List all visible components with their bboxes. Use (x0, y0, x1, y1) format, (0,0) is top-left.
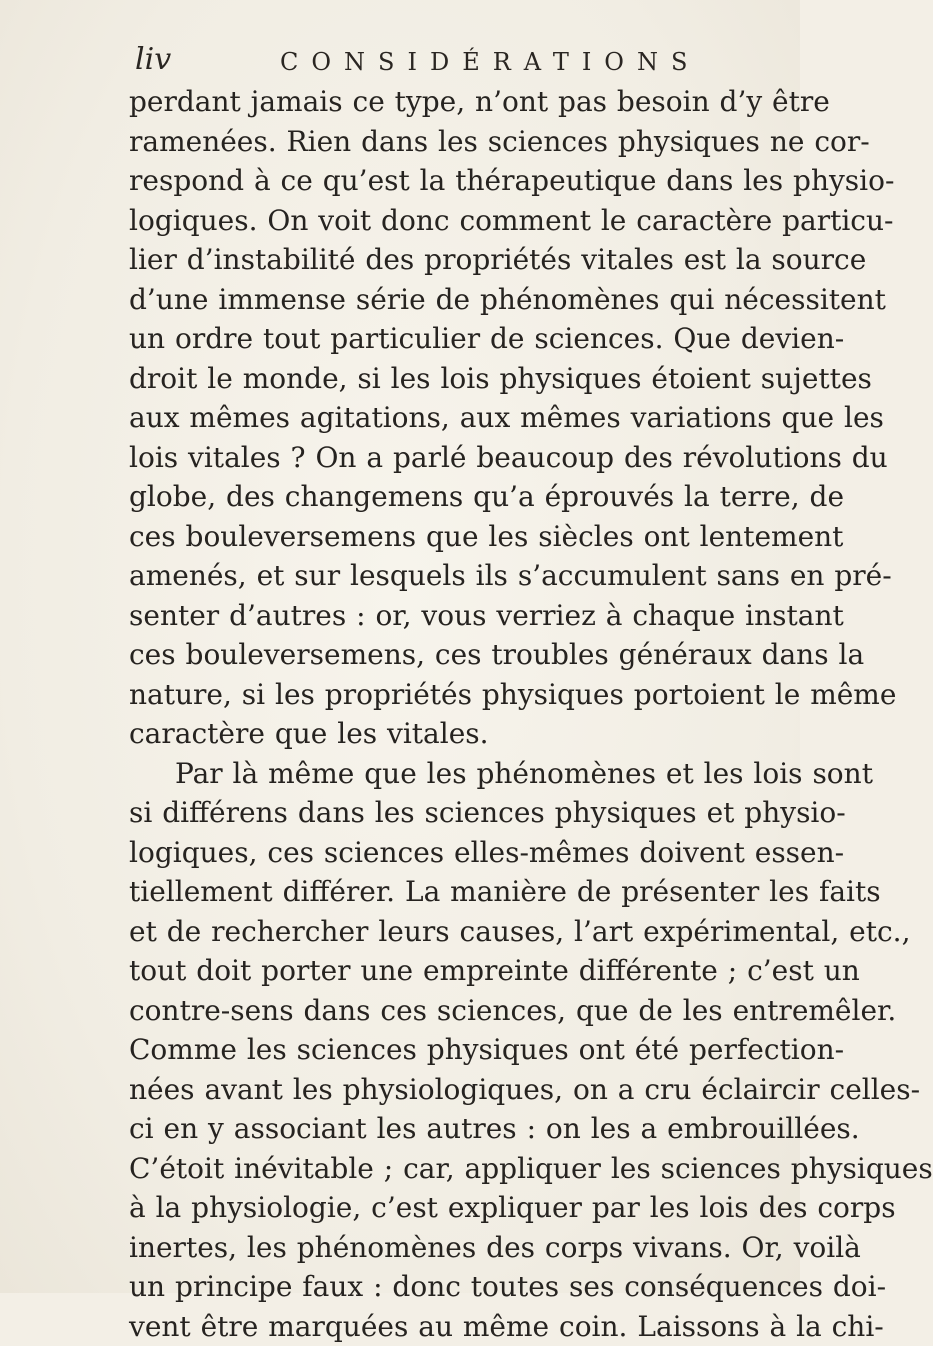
text-line: globe, des changemens qu’a éprouvés la terre, de (129, 477, 769, 517)
body-text (129, 82, 769, 1346)
text-line: ramenées. Rien dans les sciences physiques ne cor- (129, 122, 769, 162)
text-line: lois vitales ? On a parlé beaucoup des révolutions du (129, 438, 769, 478)
running-head: CONSIDÉRATIONS (280, 48, 700, 76)
text-line: contre-sens dans ces sciences, que de les entremêler. (129, 991, 769, 1031)
text-line: d’une immense série de phénomènes qui nécessitent (129, 280, 769, 320)
text-line: perdant jamais ce type, n’ont pas besoin d’y être (129, 82, 769, 122)
text-line: ces bouleversemens que les siècles ont lentement (129, 517, 769, 557)
text-line: C’étoit inévitable ; car, appliquer les sciences physiques (129, 1149, 769, 1189)
text-line: amenés, et sur lesquels ils s’accumulent sans en pré- (129, 556, 769, 596)
text-line: aux mêmes agitations, aux mêmes variations que les (129, 398, 769, 438)
text-line: et de rechercher leurs causes, l’art expérimental, etc., (129, 912, 769, 952)
text-line: ces bouleversemens, ces troubles généraux dans la (129, 635, 769, 675)
text-line: tout doit porter une empreinte différente ; c’est un (129, 951, 769, 991)
text-line: tiellement différer. La manière de présenter les faits (129, 872, 769, 912)
text-line: un principe faux : donc toutes ses conséquences doi- (129, 1267, 769, 1307)
text-line: lier d’instabilité des propriétés vitales est la source (129, 240, 769, 280)
text-line: logiques. On voit donc comment le caractère particu- (129, 201, 769, 241)
text-line: respond à ce qu’est la thérapeutique dans les physio- (129, 161, 769, 201)
paragraph-end-line: caractère que les vitales. (129, 714, 769, 754)
text-line: droit le monde, si les lois physiques étoient sujettes (129, 359, 769, 399)
page-number: liv (135, 42, 171, 77)
text-line: un ordre tout particulier de sciences. Que devien- (129, 319, 769, 359)
text-line: si différens dans les sciences physiques et physio- (129, 793, 769, 833)
text-line: à la physiologie, c’est expliquer par les lois des corps (129, 1188, 769, 1228)
text-line: senter d’autres : or, vous verriez à chaque instant (129, 596, 769, 636)
text-line: vent être marquées au même coin. Laissons à la chi- (129, 1307, 769, 1346)
text-line: ci en y associant les autres : on les a embrouillées. (129, 1109, 769, 1149)
text-line: inertes, les phénomènes des corps vivans. Or, voilà (129, 1228, 769, 1268)
text-line: nature, si les propriétés physiques portoient le même (129, 675, 769, 715)
page-header (0, 34, 800, 84)
text-line: nées avant les physiologiques, on a cru éclaircir celles- (129, 1070, 769, 1110)
paragraph-start-line: Par là même que les phénomènes et les lois sont (129, 754, 769, 794)
text-line: logiques, ces sciences elles-mêmes doivent essen- (129, 833, 769, 873)
text-line: Comme les sciences physiques ont été perfection- (129, 1030, 769, 1070)
